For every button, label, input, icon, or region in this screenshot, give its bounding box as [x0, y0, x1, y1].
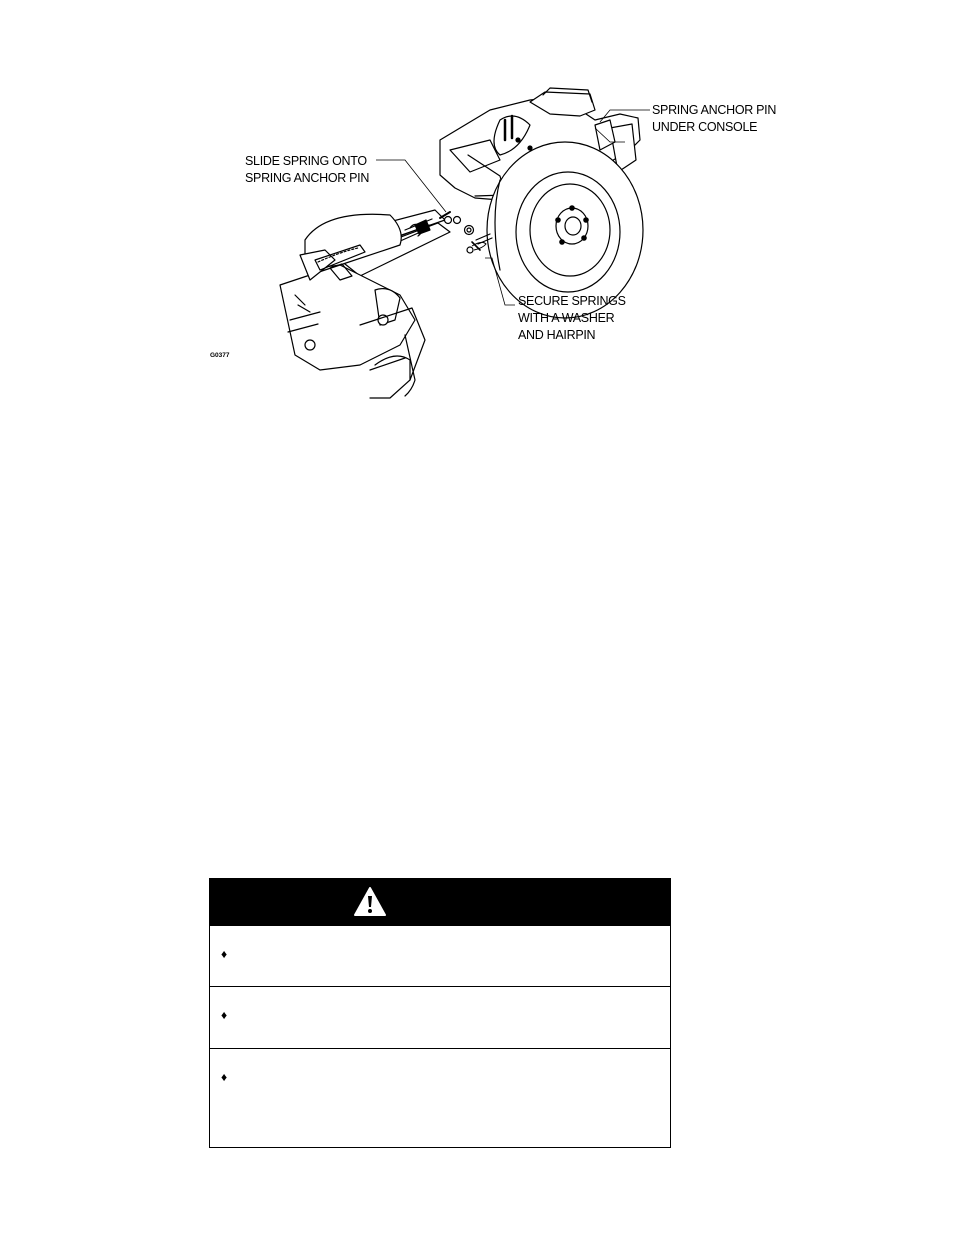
callout-line: SLIDE SPRING ONTO: [245, 154, 367, 168]
callout-line: AND HAIRPIN: [518, 328, 596, 342]
diamond-bullet-icon: ♦: [221, 947, 228, 961]
callout-line: SPRING ANCHOR PIN: [652, 103, 777, 117]
callout-line: UNDER CONSOLE: [652, 120, 758, 134]
assembly-illustration: [200, 80, 800, 410]
warning-item: [210, 986, 670, 1048]
callout-slide-spring: [245, 153, 369, 187]
warning-triangle-icon: [353, 886, 387, 918]
warning-item: [210, 925, 670, 986]
warning-box: [209, 878, 671, 1148]
diamond-bullet-icon: ♦: [221, 1070, 228, 1084]
diamond-bullet-icon: ♦: [221, 1008, 228, 1022]
callout-line: WITH A WASHER: [518, 311, 615, 325]
warning-header: [210, 879, 670, 925]
figure-code: G0377: [210, 352, 230, 359]
callout-line: SPRING ANCHOR PIN: [245, 171, 370, 185]
callout-line: SECURE SPRINGS: [518, 294, 626, 308]
warning-item: [210, 1048, 670, 1150]
callout-spring-anchor-under-console: [652, 102, 776, 136]
callout-secure-springs: [518, 293, 626, 344]
